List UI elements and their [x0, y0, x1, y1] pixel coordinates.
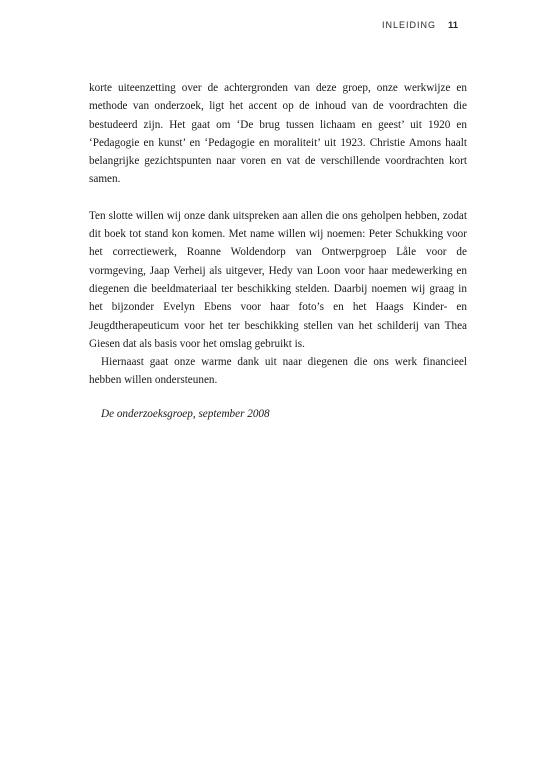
section-title: INLEIDING	[381, 20, 436, 30]
page-number: 11	[447, 20, 458, 31]
running-header	[382, 20, 458, 31]
paragraph-acknowledgements: Ten slotte willen wij onze dank uitspreken aan allen die ons geholpen hebben, zodat dit boek tot stand kon komen. Met name willen wij noemen: Peter Schukking voor het correctiewerk, Roanne Woldendorp van Ontwerpgroep Låle voor de vormgeving, Jaap Verheij als uitgever, Hedy van Loon voor haar medewerking en diegenen die beeldmateriaal ter beschikking stelden. Daarbij noemen wij graag in het bijzonder Evelyn Ebens voor haar foto’s en het Haags Kinder- en Jeugdtherapeuticum voor het ter beschikking stellen van het schilderij van Thea Giesen dat als basis voor het omslag gebruikt is.	[89, 209, 467, 350]
body-text	[89, 79, 467, 423]
paragraph-continuation: korte uiteenzetting over de achtergronden van deze groep, onze werkwijze en methode van onderzoek, ligt het accent op de inhoud van de voordrachten die bestudeerd zijn. Het gaat om ‘De brug tussen lichaam en geest’ uit 1920 en ‘Pedagogie en kunst’ en ‘Pedagogie en moraliteit’ uit 1923. Christie Amons haalt belangrijke gezichtspunten naar voren en vat de verschillende voordrachten kort samen.	[89, 82, 467, 186]
signoff: De onderzoeksgroep, september 2008	[101, 407, 270, 420]
paragraph-financial-thanks: Hiernaast gaat onze warme dank uit naar diegenen die ons werk financieel hebben willen ondersteunen.	[89, 356, 467, 387]
